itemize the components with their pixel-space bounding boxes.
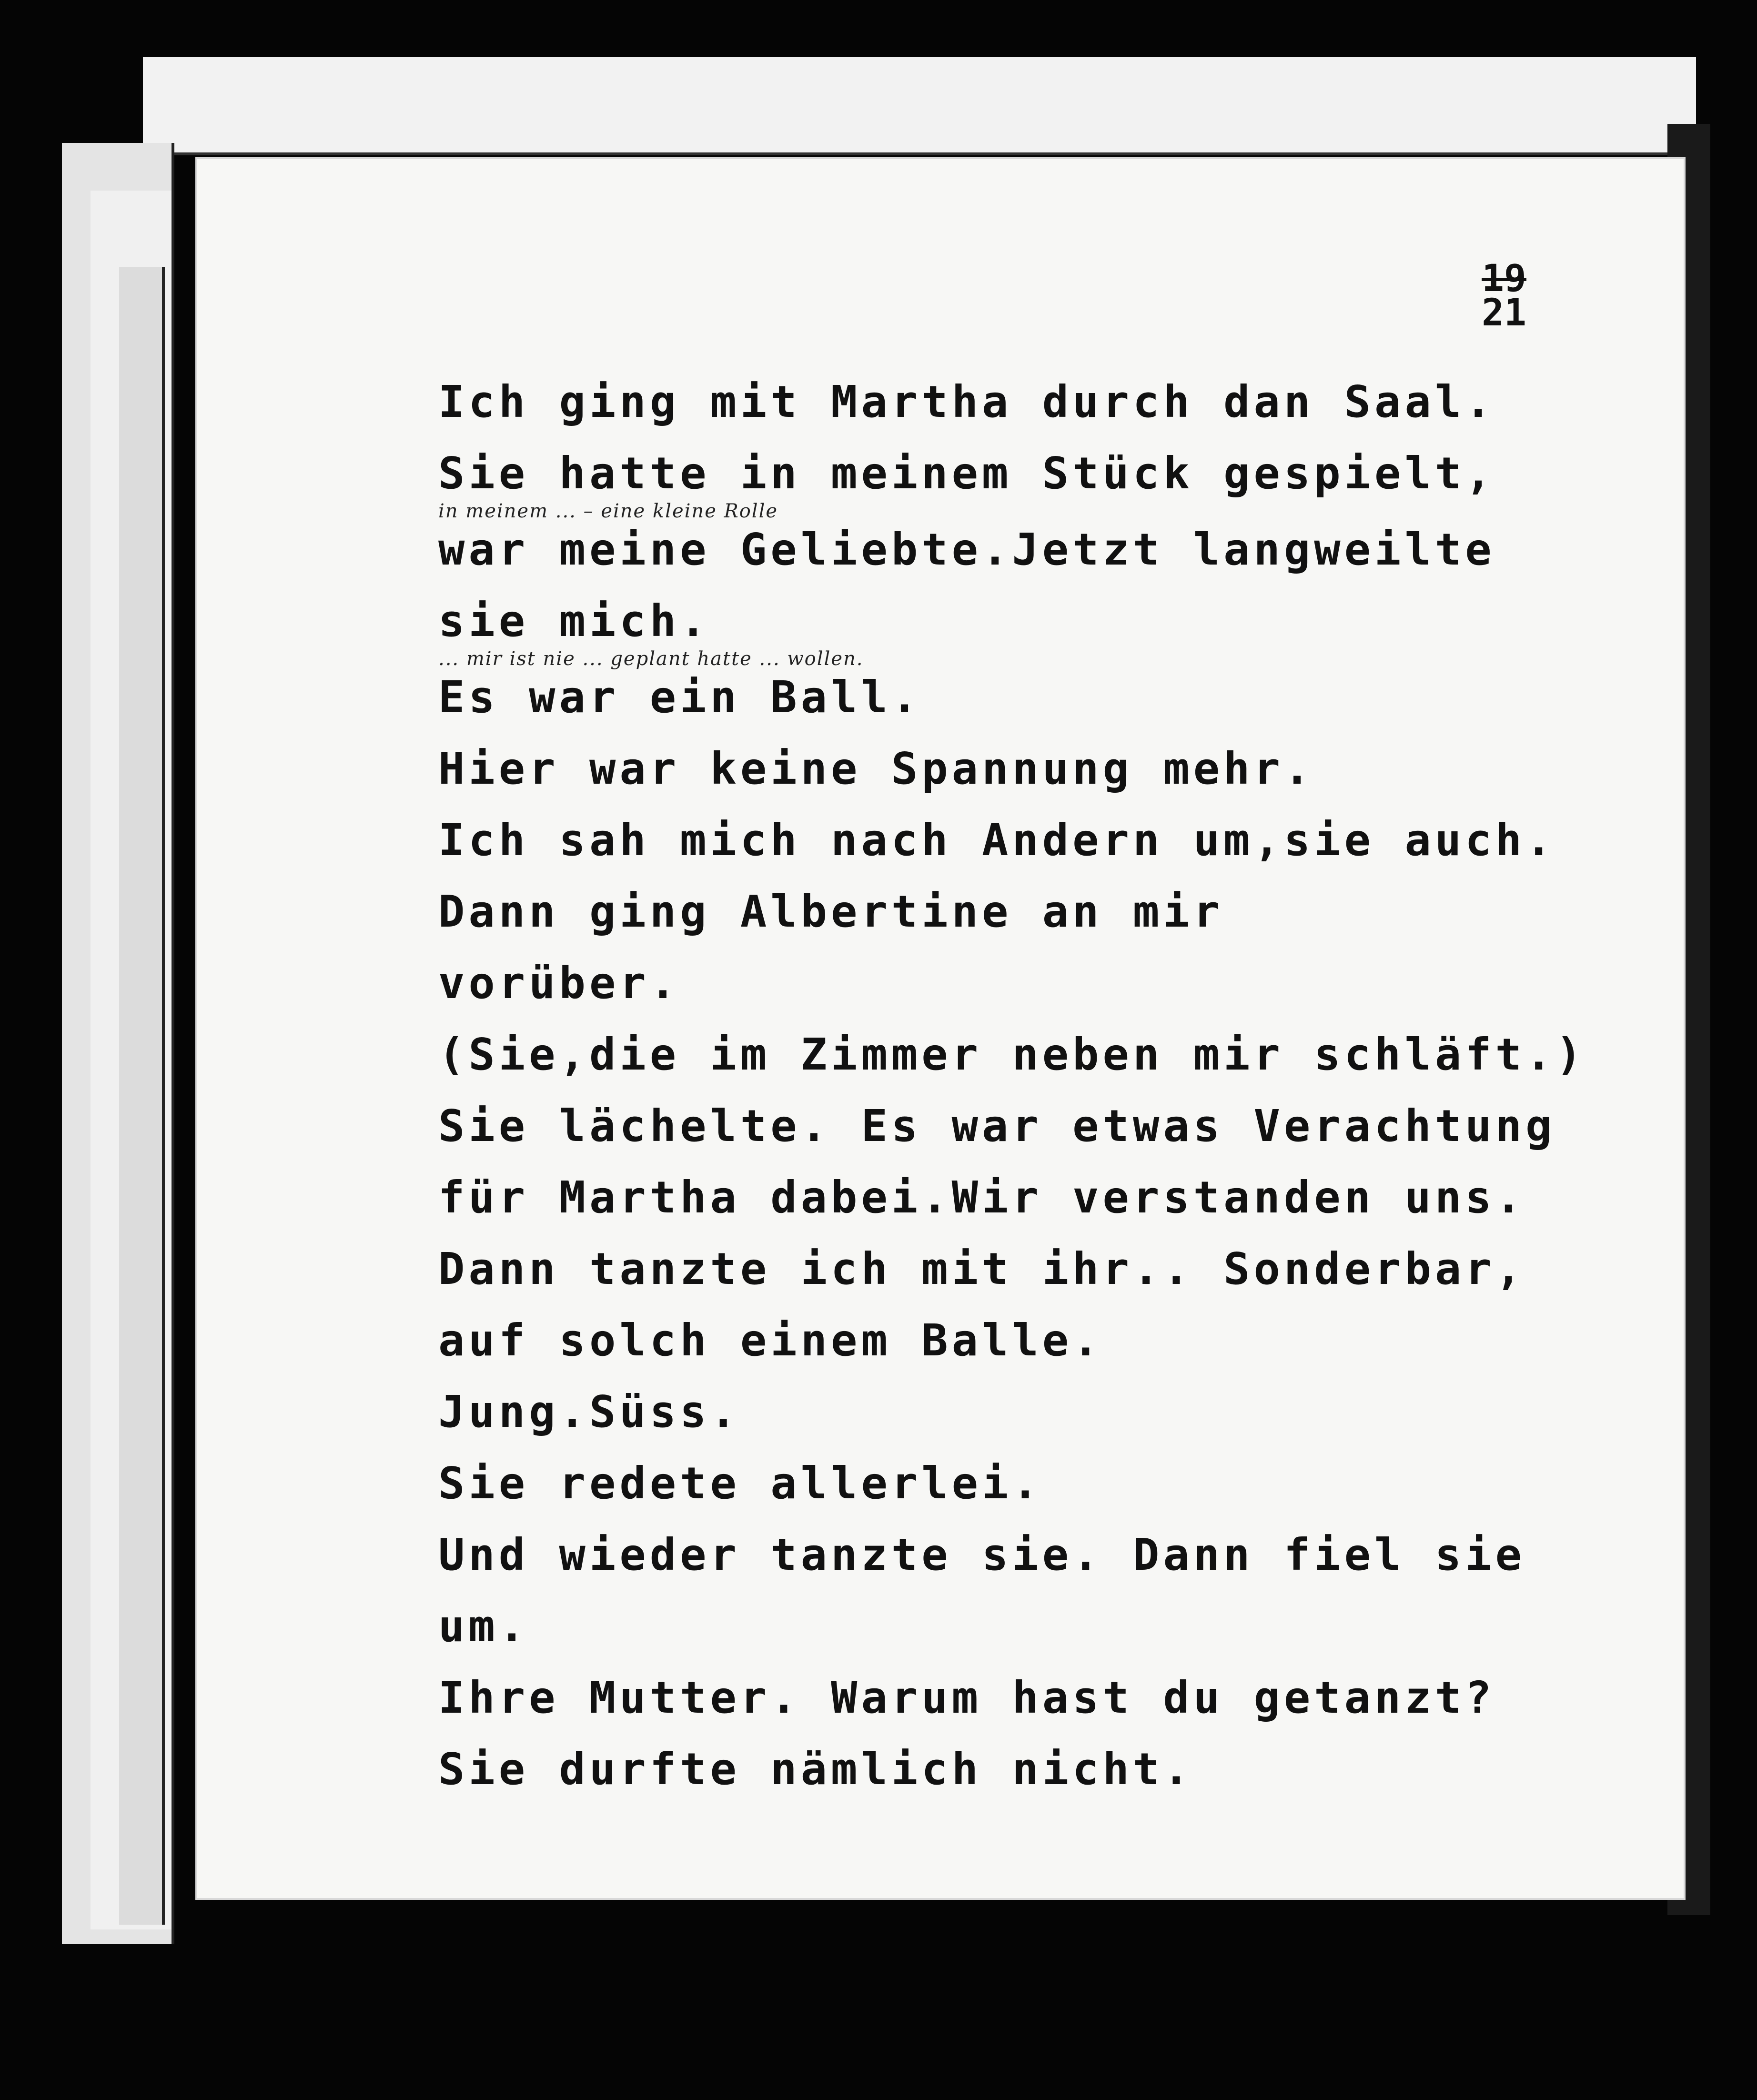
line-text: Sie hatte in meinem Stück gespielt, <box>438 448 1495 499</box>
line-text: auf solch einem Balle. <box>438 1315 1103 1366</box>
page-number <box>1482 257 1526 334</box>
text-line <box>438 1601 1572 1672</box>
text-line <box>438 524 1572 596</box>
text-line <box>438 886 1572 958</box>
line-text: um. <box>438 1601 529 1652</box>
line-text: Ihre Mutter. Warum hast du getanzt? <box>438 1672 1495 1723</box>
text-line <box>438 1029 1586 1100</box>
text-line <box>438 376 1572 448</box>
text-line <box>438 743 1572 815</box>
text-line <box>438 596 1572 667</box>
page-number-crossed-out: 19 <box>1482 257 1526 300</box>
line-text: (Sie,die im Zimmer neben mir schläft.) <box>438 1029 1586 1080</box>
line-text: Sie durfte nämlich nicht. <box>438 1744 1193 1795</box>
text-line <box>438 1386 1572 1458</box>
page-number-current: 21 <box>1482 292 1526 334</box>
typed-text-block <box>438 376 1586 1815</box>
top-page-edge <box>143 57 1696 155</box>
line-text: Sie redete allerlei. <box>438 1458 1042 1509</box>
line-text: Jung.Süss. <box>438 1386 740 1437</box>
line-text: Ich ging mit Martha durch dan Saal. <box>438 376 1495 427</box>
line-text: vorüber. <box>438 958 680 1009</box>
text-line <box>438 1672 1572 1744</box>
line-text: Es war ein Ball. <box>438 672 922 723</box>
text-line <box>438 1315 1572 1386</box>
line-text: Sie lächelte. Es war etwas Verachtung <box>438 1100 1556 1151</box>
line-text: Und wieder tanzte sie. Dann fiel sie <box>438 1529 1525 1580</box>
text-line <box>438 958 1572 1029</box>
handwritten-annotation: in meinem ... – eine kleine Rolle <box>438 500 778 522</box>
stacked-page-edge <box>119 267 165 1925</box>
text-line <box>438 815 1572 886</box>
line-text: Ich sah mich nach Andern um,sie auch. <box>438 815 1556 866</box>
line-text: für Martha dabei.Wir verstanden uns. <box>438 1172 1525 1223</box>
line-text: sie mich. <box>438 596 710 646</box>
line-text: Dann ging Albertine an mir <box>438 886 1224 937</box>
text-line <box>438 672 1572 743</box>
text-line <box>438 1744 1572 1815</box>
line-text: Dann tanzte ich mit ihr.. Sonderbar, <box>438 1243 1525 1294</box>
handwritten-annotation: ... mir ist nie ... geplant hatte ... wollen. <box>438 648 864 670</box>
text-line <box>438 1100 1572 1172</box>
text-line <box>438 1243 1572 1315</box>
text-line <box>438 1172 1572 1243</box>
line-text: war meine Geliebte.Jetzt langweilte <box>438 524 1495 575</box>
line-text: Hier war keine Spannung mehr. <box>438 743 1314 794</box>
text-line <box>438 1458 1572 1529</box>
text-line <box>438 1529 1572 1601</box>
text-line <box>438 448 1572 519</box>
